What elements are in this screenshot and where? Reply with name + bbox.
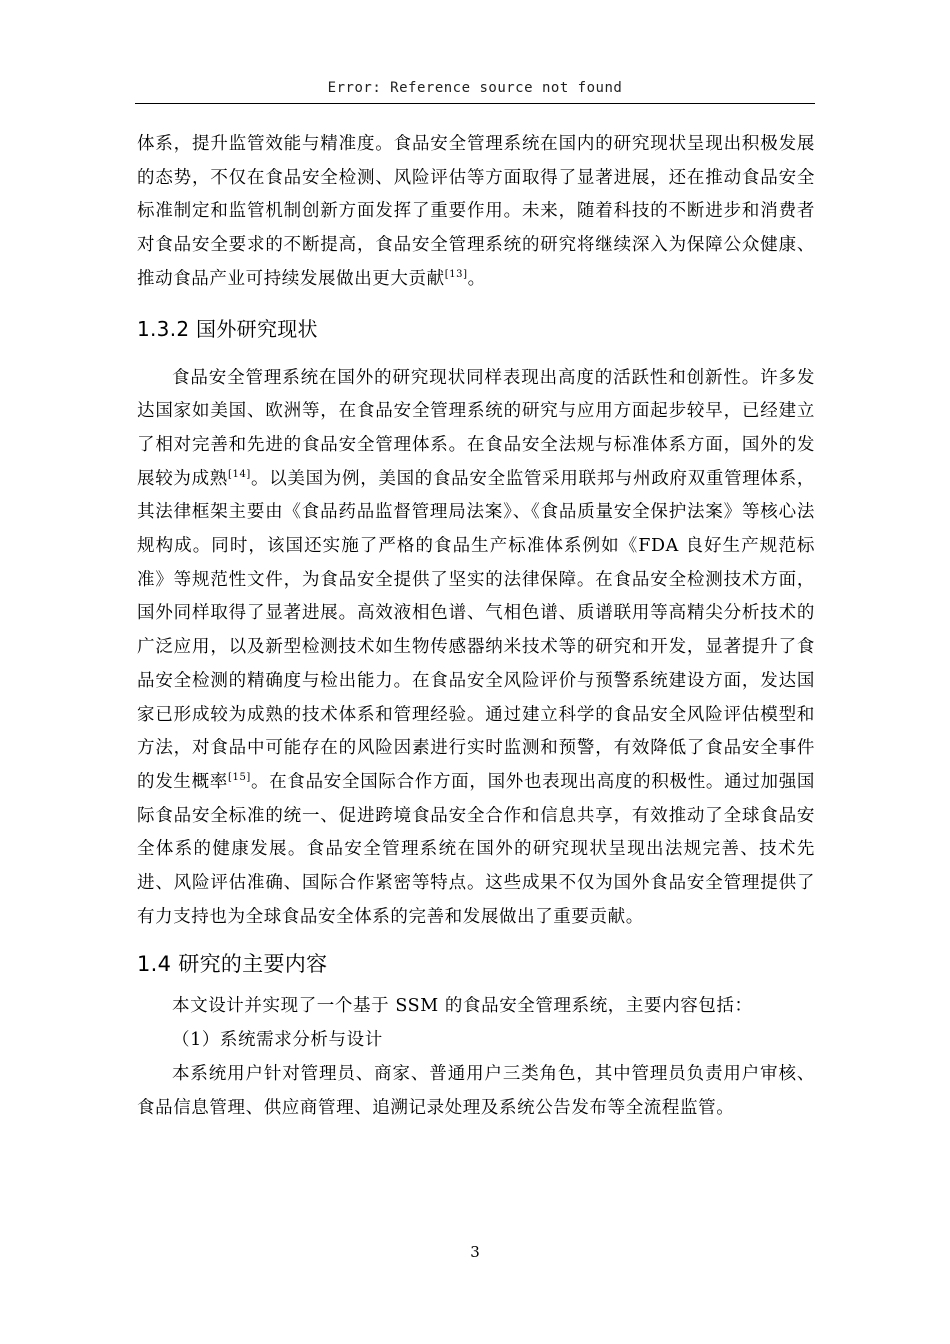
running-header: Error: Reference source not found [327,80,623,96]
paragraph-list-item-1: （1）系统需求分析与设计 [172,1030,383,1051]
section-heading-1-4: 1.4 研究的主要内容 [137,952,328,977]
page-body [137,128,815,1125]
citation-15: [15] [227,772,251,784]
paragraph-tail: 。 [467,268,486,289]
paragraph-text-b: 。以美国为例，美国的食品安全监管采用联邦与州政府双重管理体系，其法律框架主要由《食品药品监督管理局法案》、《食品质量安全保护法案》等核心法规构成。同时，该国还实施了严格的食品生产标准体系例如《FDA 良好生产规范标准》等规范性文件，为食品安全提供了坚实的法律保障。在食品安全检测技术方面，国外同样取得了显著进展。高效液相色谱、气相色谱、质谱联用等高精尖分析技术的广泛应用，以及新型检测技术如生物传感器纳米技术等的研究和开发，显著提升了食品安全检测的精确度与检出能力。在食品安全风险评价与预警系统建设方面，发达国家已形成较为成熟的技术体系和管理经验。通过建立科学的食品安全风险评估模型和方法，对食品中可能存在的风险因素进行实时监测和预警，有效降低了食品安全事件的发生概率 [137,468,815,792]
paragraph-user-roles: 本系统用户针对管理员、商家、普通用户三类角色，其中管理员负责用户审核、食品信息管理、供应商管理、追溯记录处理及系统公告发布等全流程监管。 [137,1063,815,1118]
paragraph-text: 体系，提升监管效能与精准度。食品安全管理系统在国内的研究现状呈现出积极发展的态势，不仅在食品安全检测、风险评估等方面取得了显著进展，还在推动食品安全标准制定和监管机制创新方面发挥了重要作用。未来，随着科技的不断进步和消费者对食品安全要求的不断提高，食品安全管理系统的研究将继续深入为保障公众健康、推动食品产业可持续发展做出更大贡献 [137,134,815,289]
paragraph-text-a: 食品安全管理系统在国外的研究现状同样表现出高度的活跃性和创新性。许多发达国家如美国、欧洲等，在食品安全管理系统的研究与应用方面起步较早，已经建立了相对完善和先进的食品安全管理体系。在食品安全法规与标准体系方面，国外的发展较为成熟 [137,367,815,489]
paragraph-foreign-research [137,362,815,935]
paragraph-domestic-summary [137,128,815,297]
paragraph-text-c: 。在食品安全国际合作方面，国外也表现出高度的积极性。通过加强国际食品安全标准的统一、促进跨境食品安全合作和信息共享，有效推动了全球食品安全体系的健康发展。食品安全管理系统在国外的研究现状呈现出法规完善、技术先进、风险评估准确、国际合作紧密等特点。这些成果不仅为国外食品安全管理提供了有力支持也为全球食品安全体系的完善和发展做出了重要贡献。 [137,771,815,927]
header-rule [135,103,815,104]
section-heading-1-3-2: 1.3.2 国外研究现状 [137,316,318,341]
page-number: 3 [470,1243,480,1261]
paragraph-main-content-intro: 本文设计并实现了一个基于 SSM 的食品安全管理系统，主要内容包括： [172,996,753,1017]
citation-14: [14] [227,468,251,480]
citation-13: [13] [444,268,468,280]
